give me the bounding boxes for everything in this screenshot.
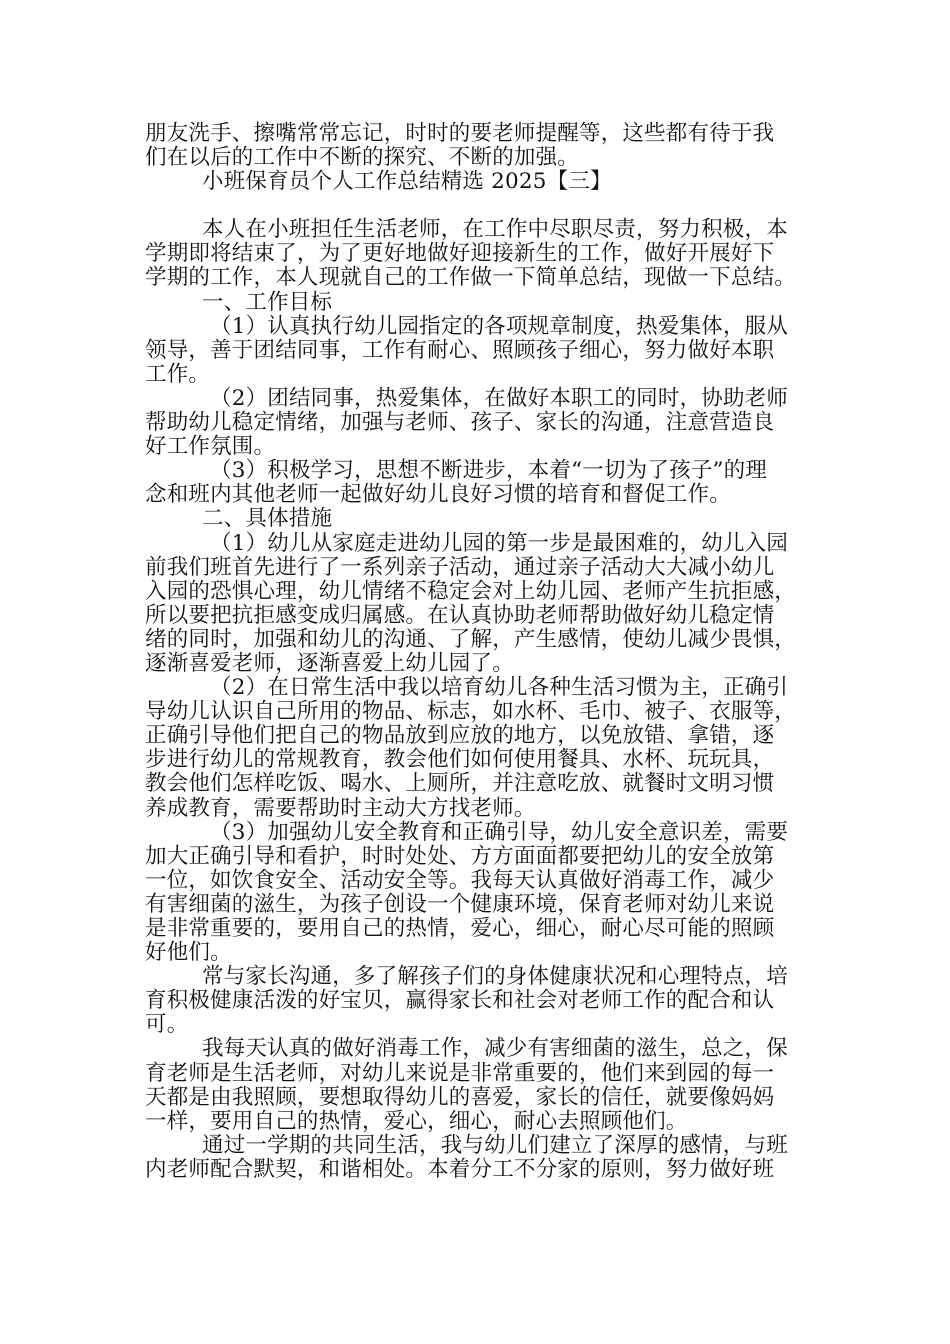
text-line: 步进行幼儿的常规教育，教会他们如何使用餐具、水杯、玩玩具，: [145, 747, 775, 773]
paragraph-goal-2: [145, 387, 815, 459]
text-line: 前我们班首先进行了一系列亲子活动，通过亲子活动大大减小幼儿: [145, 554, 775, 580]
text-line: 教会他们怎样吃饭、喝水、上厕所，并注意吃放、就餐时文明习惯: [145, 771, 775, 797]
text-line: 好工作氛围。: [145, 434, 276, 460]
document-title: 小班保育员个人工作总结精选 2025【三】: [202, 169, 612, 195]
text-line: 内老师配合默契，和谐相处。本着分工不分家的原则，努力做好班: [145, 1156, 775, 1182]
paragraph-semester: [145, 1134, 815, 1182]
text-line: 正确引导他们把自己的物品放到应放的地方，以免放错、拿错，逐: [145, 723, 775, 749]
text-line: （3）积极学习，思想不断进步，本着“一切为了孩子”的理: [210, 458, 768, 484]
paragraph-parents: [145, 965, 815, 1037]
text-line: 我每天认真的做好消毒工作，减少有害细菌的滋生，总之，保: [202, 1036, 788, 1062]
text-line: （1）认真执行幼儿园指定的各项规章制度，热爱集体，服从: [210, 313, 789, 339]
text-line: （1）幼儿从家庭走进幼儿园的第一步是最困难的，幼儿入园: [210, 530, 789, 556]
paragraph-measure-3: [145, 821, 815, 966]
text-line: 绪的同时，加强和幼儿的沟通、了解，产生感情，使幼儿减少畏惧，: [145, 626, 797, 652]
text-line: 可。: [145, 1012, 189, 1038]
text-line: 育老师是生活老师，对幼儿来说是非常重要的，他们来到园的每一: [145, 1060, 775, 1086]
text-line: （2）团结同事，热爱集体，在做好本职工的同时，协助老师: [210, 385, 789, 411]
section-heading-goals: 一、工作目标: [202, 289, 333, 315]
text-line: 是非常重要的，要用自己的热情，爱心，细心，耐心尽可能的照顾: [145, 916, 775, 941]
text-line: 本人在小班担任生活老师，在工作中尽职尽责，努力积极，本: [202, 217, 788, 243]
text-line: 帮助幼儿稳定情绪，加强与老师、孩子、家长的沟通，注意营造良: [145, 410, 775, 436]
text-line: 工作。: [145, 361, 211, 387]
paragraph-goal-3: [145, 459, 815, 507]
text-line: 一样，要用自己的热情，爱心，细心，耐心去照顾他们。: [145, 1108, 688, 1134]
text-line: （3）加强幼儿安全教育和正确引导，幼儿安全意识差，需要: [210, 819, 789, 845]
paragraph-intro: [145, 218, 815, 290]
paragraph-measure-1: [145, 532, 815, 677]
text-line: 逐渐喜爱老师，逐渐喜爱上幼儿园了。: [145, 650, 514, 676]
text-line: 学期的工作，本人现就自己的工作做一下简单总结，现做一下总结。: [145, 265, 797, 291]
text-line: 天都是由我照顾，要想取得幼儿的喜爱，家长的信任，就要像妈妈: [145, 1084, 775, 1110]
paragraph-goal-1: [145, 315, 815, 387]
text-line: 学期即将结束了，为了更好地做好迎接新生的工作，做好开展好下: [145, 241, 775, 267]
paragraph-disinfect: [145, 1037, 815, 1133]
text-line: 有害细菌的滋生，为孩子创设一个健康环境，保育老师对幼儿来说: [145, 891, 775, 917]
text-line: 所以要把抗拒感变成归属感。在认真协助老师帮助做好幼儿稳定情: [145, 602, 775, 628]
text-line: 好他们。: [145, 940, 232, 966]
text-line: 常与家长沟通，多了解孩子们的身体健康状况和心理特点，培: [202, 964, 788, 990]
text-line: 领导，善于团结同事，工作有耐心、照顾孩子细心，努力做好本职: [145, 337, 775, 363]
section-heading-measures: 二、具体措施: [202, 506, 333, 532]
text-line: 通过一学期的共同生活，我与幼儿们建立了深厚的感情，与班: [202, 1132, 788, 1158]
text-line: 入园的恐惧心理，幼儿情绪不稳定会对上幼儿园、老师产生抗拒感，: [145, 578, 797, 604]
text-line: （2）在日常生活中我以培育幼儿各种生活习惯为主，正确引: [210, 675, 789, 701]
text-line: 育积极健康活泼的好宝贝，赢得家长和社会对老师工作的配合和认: [145, 988, 775, 1014]
paragraph-continued: [145, 122, 815, 170]
text-line: 念和班内其他老师一起做好幼儿良好习惯的培育和督促工作。: [145, 482, 731, 508]
paragraph-measure-2: [145, 676, 815, 821]
text-line: 朋友洗手、擦嘴常常忘记，时时的要老师提醒等，这些都有待于我: [145, 121, 775, 146]
document-page: [145, 122, 815, 1182]
text-line: 一位，如饮食安全、活动安全等。我每天认真做好消毒工作，减少: [145, 867, 775, 893]
text-line: 加大正确引导和看护，时时处处、方方面面都要把幼儿的安全放第: [145, 843, 775, 869]
text-line: 养成教育，需要帮助时主动大方找老师。: [145, 795, 536, 821]
text-line: 导幼儿认识自己所用的物品、标志，如水杯、毛巾、被子、衣服等，: [145, 699, 797, 725]
text-line: 们在以后的工作中不断的探究、不断的加强。: [145, 145, 580, 171]
blank-line: [145, 194, 815, 218]
